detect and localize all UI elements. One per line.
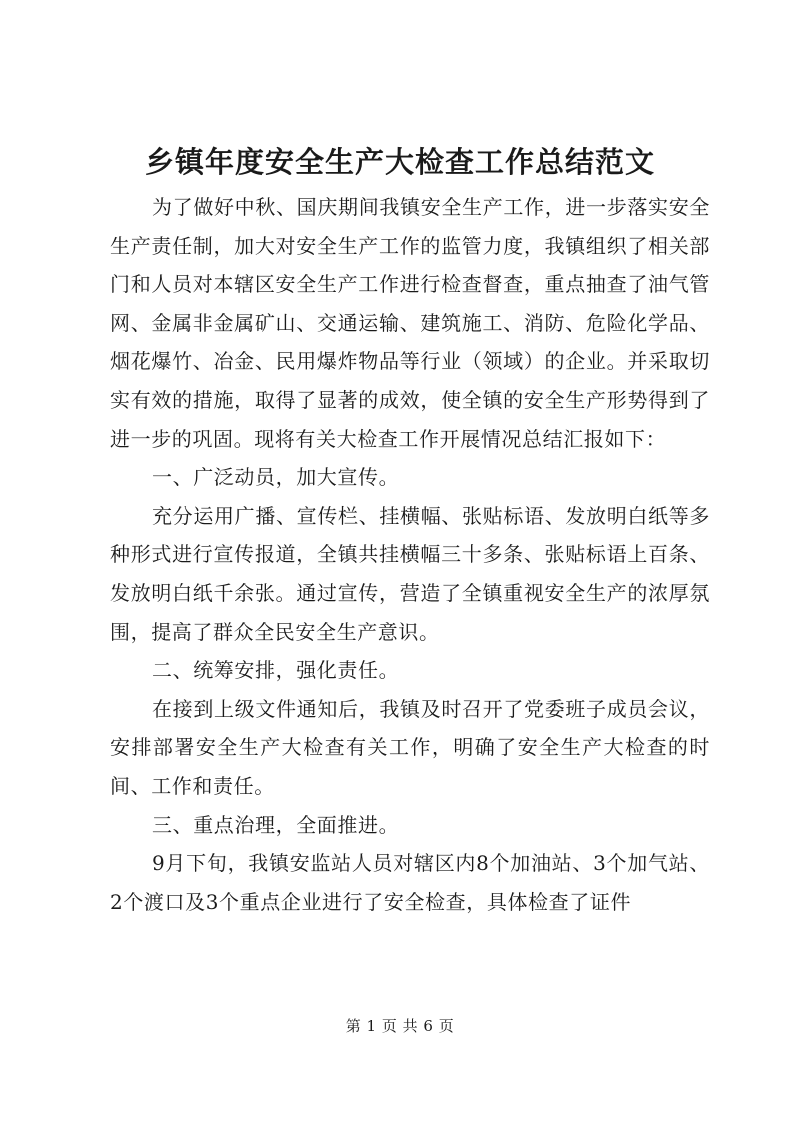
paragraph-intro: 为了做好中秋、国庆期间我镇安全生产工作，进一步落实安全生产责任制，加大对安全生产工作的监管力度，我镇组织了相关部门和人员对本辖区安全生产工作进行检查督查，重点抽查了油气管网、金属非金属矿山、交通运输、建筑施工、消防、危险化学品、烟花爆竹、冶金、民用爆炸物品等行业（领域）的企业。并采取切实有效的措施，取得了显著的成效，使全镇的安全生产形势得到了进一步的巩固。现将有关大检查工作开展情况总结汇报如下： (110, 195, 710, 451)
section-heading-3: 三、重点治理，全面推进。 (152, 812, 400, 837)
document-title: 乡镇年度安全生产大检查工作总结范文 (144, 145, 655, 179)
section-heading-2: 二、统筹安排，强化责任。 (152, 658, 400, 683)
document-body (110, 188, 710, 921)
page-number: 第 1 页 共 6 页 (345, 1017, 455, 1035)
paragraph-publicity: 充分运用广播、宣传栏、挂横幅、张贴标语、发放明白纸等多种形式进行宣传报道，全镇共挂横幅三十多条、张贴标语上百条、发放明白纸千余张。通过宣传，营造了全镇重视安全生产的浓厚氛围，提高了群众全民安全生产意识。 (110, 503, 710, 644)
section-heading-1: 一、广泛动员，加大宣传。 (152, 465, 400, 490)
paragraph-inspection: 9月下旬，我镇安监站人员对辖区内8个加油站、3个加气站、2个渡口及3个重点企业进行了安全检查，具体检查了证件 (110, 851, 710, 914)
paragraph-responsibility: 在接到上级文件通知后，我镇及时召开了党委班子成员会议，安排部署安全生产大检查有关工作，明确了安全生产大检查的时间、工作和责任。 (110, 696, 710, 798)
